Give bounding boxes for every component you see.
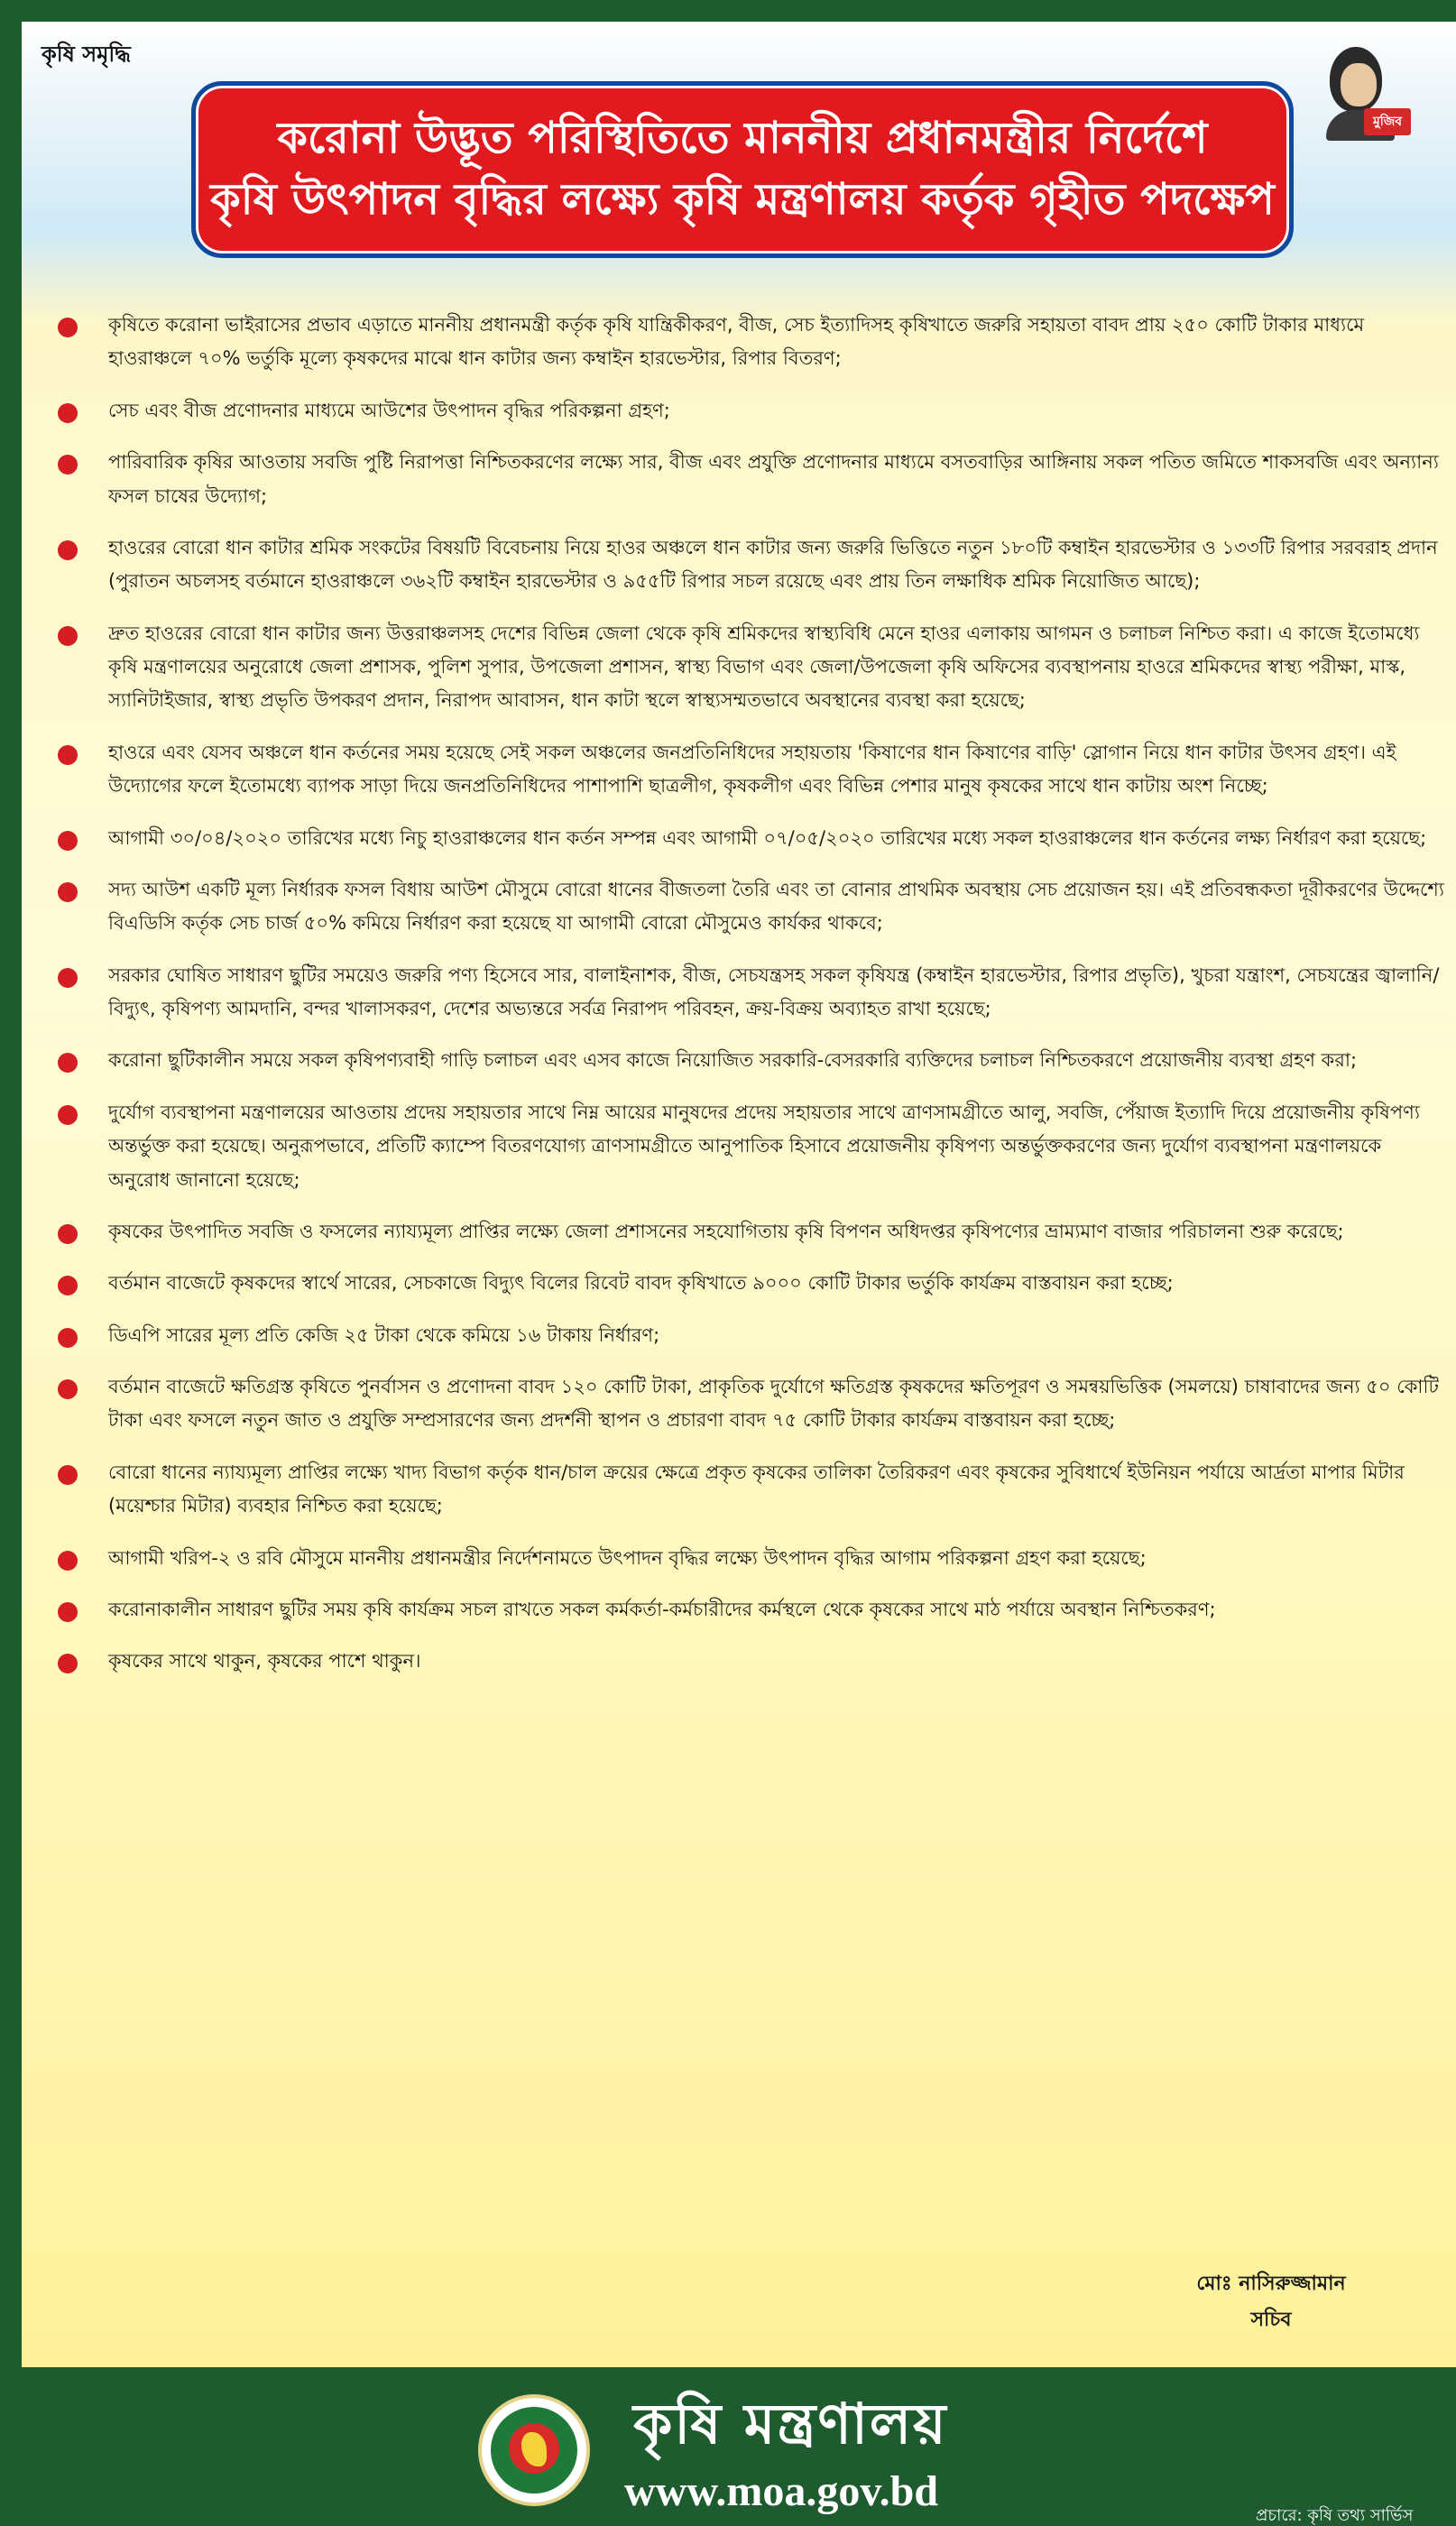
list-item-text: দুর্যোগ ব্যবস্থাপনা মন্ত্রণালয়ের আওতায় প্রদেয় সহায়তার সাথে নিম্ন আয়ের মানুষদের প্রদেয় সহায়তার সাথে ত্রাণসামগ্রীতে আলু, সবজি, পেঁয়াজ ইত্যাদি দিয়ে প্রয়োজনীয় কৃষিপণ্য অন্তর্ভুক্ত করা হয়েছে। অনুরূপভাবে, প্রতিটি ক্যাম্পে বিতরণযোগ্য ত্রাণসামগ্রীতে আনুপাতিক হিসাবে প্রয়োজনীয় কৃষিপণ্য অন্তর্ভুক্তকরণের জন্য দুর্যোগ ব্যবস্থাপনা মন্ত্রণালয়কে অনুরোধ জানানো হয়েছে;	[108, 1101, 1420, 1191]
list-item	[49, 1044, 1447, 1077]
list-item	[49, 531, 1447, 599]
list-item-text: বর্তমান বাজেটে কৃষকদের স্বার্থে সারের, সেচকাজে বিদ্যুৎ বিলের রিবেট বাবদ কৃষিখাতে ৯০০০ কোটি টাকার ভর্তুকি কার্যক্রম বাস্তবায়ন করা হচ্ছে;	[108, 1272, 1174, 1295]
bullet-icon	[58, 1654, 78, 1673]
measures-list	[49, 309, 1447, 1697]
publicity-credit: প্রচারে: কৃষি তথ্য সার্ভিস	[1256, 2506, 1414, 2525]
bullet-icon	[58, 831, 78, 851]
bullet-icon	[58, 1551, 78, 1571]
bullet-icon	[58, 968, 78, 988]
list-item	[49, 309, 1447, 376]
list-item	[49, 1593, 1447, 1627]
signatory-title: সচিব	[1250, 2308, 1292, 2331]
bullet-icon	[58, 1328, 78, 1348]
bullet-icon	[58, 1602, 78, 1622]
corner-tag: কৃষি সমৃদ্ধি	[41, 41, 131, 67]
list-item-text: আগামী ৩০/০৪/২০২০ তারিখের মধ্যে নিচু হাওরাঞ্চলের ধান কর্তন সম্পন্ন এবং আগামী ০৭/০৫/২০২০ তারিখের মধ্যে সকল হাওরাঞ্চলের ধান কর্তনের লক্ষ্য নির্ধারণ করা হয়েছে;	[108, 826, 1427, 849]
list-item	[49, 873, 1447, 941]
list-item-text: কৃষকের সাথে থাকুন, কৃষকের পাশে থাকুন।	[108, 1650, 421, 1673]
list-item-text: হাওরে এবং যেসব অঞ্চলে ধান কর্তনের সময় হয়েছে সেই সকল অঞ্চলের জনপ্রতিনিধিদের সহায়তায় 'কিষাণের ধান কিষাণের বাড়ি' স্লোগান নিয়ে ধান কাটার উৎসব গ্রহণ। এই উদ্যোগের ফলে ইতোমধ্যে ব্যাপক সাড়া দিয়ে জনপ্রতিনিধিদের পাশাপাশি ছাত্রলীগ, কৃষকলীগ এবং বিভিন্ন পেশার মানুষ কৃষকের সাথে ধান কাটায় অংশ নিচ্ছে;	[108, 741, 1396, 797]
headline-banner	[191, 81, 1294, 258]
list-item	[49, 959, 1447, 1027]
list-item-text: হাওরের বোরো ধান কাটার শ্রমিক সংকটের বিষয়টি বিবেচনায় নিয়ে হাওর অঞ্চলে ধান কাটার জন্য জরুরি ভিত্তিতে নতুন ১৮০টি কম্বাইন হারভেস্টার ও ১৩৩টি রিপার সরবরাহ প্রদান (পুরাতন অচলসহ বর্তমানে হাওরাঞ্চলে ৩৬২টি কম্বাইন হারভেস্টার ও ৯৫৫টি রিপার সচল রয়েছে এবং প্রায় তিন লক্ষাধিক শ্রমিক নিয়োজিত আছে);	[108, 536, 1438, 593]
list-item	[49, 736, 1447, 804]
leader-portrait-icon	[1310, 40, 1418, 148]
list-item	[49, 1456, 1447, 1524]
list-item-text: কৃষিতে করোনা ভাইরাসের প্রভাব এড়াতে মাননীয় প্রধানমন্ত্রী কর্তৃক কৃষি যান্ত্রিকীকরণ, বীজ, সেচ ইত্যাদিসহ কৃষিখাতে জরুরি সহায়তা বাবদ প্রায় ২৫০ কোটি টাকার মাধ্যমে হাওরাঞ্চলে ৭০% ভর্তুকি মূল্যে কৃষকদের মাঝে ধান কাটার জন্য কম্বাইন হারভেস্টার, রিপার বিতরণ;	[108, 314, 1365, 370]
list-item	[49, 1370, 1447, 1438]
list-item-text: আগামী খরিপ-২ ও রবি মৌসুমে মাননীয় প্রধানমন্ত্রীর নির্দেশনামতে উৎপাদন বৃদ্ধির লক্ষ্যে উৎপাদন বৃদ্ধির আগাম পরিকল্পনা গ্রহণ করা হয়েছে;	[108, 1546, 1147, 1569]
footer-bar	[11, 2367, 1456, 2526]
list-item-text: বোরো ধানের ন্যায্যমূল্য প্রাপ্তির লক্ষ্যে খাদ্য বিভাগ কর্তৃক ধান/চাল ক্রয়ের ক্ষেত্রে প্রকৃত কৃষকের তালিকা তৈরিকরণ এবং কৃষকের সুবিধার্থে ইউনিয়ন পর্যায়ে আর্দ্রতা মাপার মিটার (ময়েশ্চার মিটার) ব্যবহার নিশ্চিত করা হয়েছে;	[108, 1461, 1405, 1517]
ministry-name: কৃষি মন্ত্রণালয়	[633, 2391, 948, 2457]
list-item-text: পারিবারিক কৃষির আওতায় সবজি পুষ্টি নিরাপত্তা নিশ্চিতকরণের লক্ষ্যে সার, বীজ এবং প্রযুক্তি প্রণোদনার মাধ্যমে বসতবাড়ির আঙ্গিনায় সকল পতিত জমিতে শাকসবজি এবং অন্যান্য ফসল চাষের উদ্যোগ;	[108, 451, 1439, 507]
list-item-text: বর্তমান বাজেটে ক্ষতিগ্রস্ত কৃষিতে পুনর্বাসন ও প্রণোদনা বাবদ ১২০ কোটি টাকা, প্রাকৃতিক দুর্যোগে ক্ষতিগ্রস্ত কৃষকদের ক্ষতিপূরণ ও সমন্বয়ভিত্তিক (সমলয়ে) চাষাবাদের জন্য ৫০ কোটি টাকা এবং ফসলে নতুন জাত ও প্রযুক্তি সম্প্রসারণের জন্য প্রদর্শনী স্থাপন ও প্রচারণা বাবদ ৭৫ কোটি টাকার কার্যক্রম বাস্তবায়ন করা হচ্ছে;	[108, 1376, 1439, 1432]
list-item-text: সরকার ঘোষিত সাধারণ ছুটির সময়েও জরুরি পণ্য হিসেবে সার, বালাইনাশক, বীজ, সেচযন্ত্রসহ সকল কৃষিযন্ত্র (কম্বাইন হারভেস্টার, রিপার প্রভৃতি), খুচরা যন্ত্রাংশ, সেচযন্ত্রের জ্বালানি/বিদ্যুৎ, কৃষিপণ্য আমদানি, বন্দর খালাসকরণ, দেশের অভ্যন্তরে সর্বত্র নিরাপদ পরিবহন, ক্রয়-বিক্রয় অব্যাহত রাখা হয়েছে;	[108, 963, 1440, 1019]
list-item-text: ডিএপি সারের মূল্য প্রতি কেজি ২৫ টাকা থেকে কমিয়ে ১৬ টাকায় নির্ধারণ;	[108, 1323, 660, 1346]
list-item-text: করোনাকালীন সাধারণ ছুটির সময় কৃষি কার্যক্রম সচল রাখতে সকল কর্মকর্তা-কর্মচারীদের কর্মস্থলে থেকে কৃষকের সাথে মাঠ পর্যায়ে অবস্থান নিশ্চিতকরণ;	[108, 1598, 1216, 1620]
portrait-badge: মুজিব	[1364, 108, 1411, 135]
list-item-text: কৃষকের উৎপাদিত সবজি ও ফসলের ন্যায্যমূল্য প্রাপ্তির লক্ষ্যে জেলা প্রশাসনের সহযোগিতায় কৃষি বিপণন অধিদপ্তর কৃষিপণ্যের ভ্রাম্যমাণ বাজার পরিচালনা শুরু করেছে;	[108, 1220, 1344, 1242]
bullet-icon	[58, 882, 78, 902]
list-item	[49, 1645, 1447, 1678]
bullet-icon	[58, 318, 78, 337]
bullet-icon	[58, 1276, 78, 1295]
bullet-icon	[58, 1379, 78, 1399]
headline-line-1: করোনা উদ্ভূত পরিস্থিতিতে মাননীয় প্রধানমন্ত্রীর নির্দেশে	[277, 113, 1208, 164]
bullet-icon	[58, 540, 78, 560]
list-item	[49, 1096, 1447, 1197]
bullet-icon	[58, 1053, 78, 1073]
list-item	[49, 1319, 1447, 1352]
list-item-text: করোনা ছুটিকালীন সময়ে সকল কৃষিপণ্যবাহী গাড়ি চলাচল এবং এসব কাজে নিয়োজিত সরকারি-বেসরকারি ব্যক্তিদের চলাচল নিশ্চিতকরণে প্রয়োজনীয় ব্যবস্থা গ্রহণ করা;	[108, 1049, 1358, 1072]
list-item-text: দ্রুত হাওরের বোরো ধান কাটার জন্য উত্তরাঞ্চলসহ দেশের বিভিন্ন জেলা থেকে কৃষি শ্রমিকদের স্বাস্থ্যবিধি মেনে হাওর এলাকায় আগমন ও চলাচল নিশ্চিত করা। এ কাজে ইতোমধ্যে কৃষি মন্ত্রণালয়ের অনুরোধে জেলা প্রশাসক, পুলিশ সুপার, উপজেলা প্রশাসন, স্বাস্থ্য বিভাগ এবং জেলা/উপজেলা কৃষি অফিসের ব্যবস্থাপনায় হাওরে শ্রমিকদের স্বাস্থ্য পরীক্ষা, মাস্ক, স্যানিটাইজার, স্বাস্থ্য প্রভৃতি উপকরণ প্রদান, নিরাপদ আবাসন, ধান কাটা স্থলে স্বাস্থ্যসম্মতভাবে অবস্থানের ব্যবস্থা করা হয়েছে;	[108, 622, 1420, 712]
list-item-text: সেচ এবং বীজ প্রণোদনার মাধ্যমে আউশের উৎপাদন বৃদ্ধির পরিকল্পনা গ্রহণ;	[108, 399, 670, 421]
ministry-website-link[interactable]: www.moa.gov.bd	[624, 2467, 939, 2515]
bullet-icon	[58, 626, 78, 646]
bullet-icon	[58, 403, 78, 423]
bullet-icon	[58, 745, 78, 765]
list-item	[49, 1267, 1447, 1300]
list-item	[49, 1215, 1447, 1249]
bullet-icon	[58, 1105, 78, 1125]
list-item	[49, 822, 1447, 855]
government-seal-icon	[478, 2394, 590, 2506]
bullet-icon	[58, 455, 78, 475]
bullet-icon	[58, 1465, 78, 1485]
list-item-text: সদ্য আউশ একটি মূল্য নির্ধারক ফসল বিধায় আউশ মৌসুমে বোরো ধানের বীজতলা তৈরি এবং তা বোনার প্রাথমিক অবস্থায় সেচ প্রয়োজন হয়। এই প্রতিবন্ধকতা দূরীকরণের উদ্দেশ্যে বিএডিসি কর্তৃক সেচ চার্জ ৫০% কমিয়ে নির্ধারণ করা হয়েছে যা আগামী বোরো মৌসুমেও কার্যকর থাকবে;	[108, 878, 1444, 935]
list-item	[49, 617, 1447, 718]
list-item	[49, 394, 1447, 428]
headline-line-2: কৃষি উৎপাদন বৃদ্ধির লক্ষ্যে কৃষি মন্ত্রণালয় কর্তৃক গৃহীত পদক্ষেপ	[210, 174, 1275, 225]
signature-block	[1140, 2266, 1402, 2337]
poster-body	[22, 22, 1456, 2367]
list-item	[49, 446, 1447, 513]
signatory-name: মোঃ নাসিরুজ্জামান	[1196, 2272, 1346, 2295]
list-item	[49, 1542, 1447, 1575]
bullet-icon	[58, 1224, 78, 1244]
